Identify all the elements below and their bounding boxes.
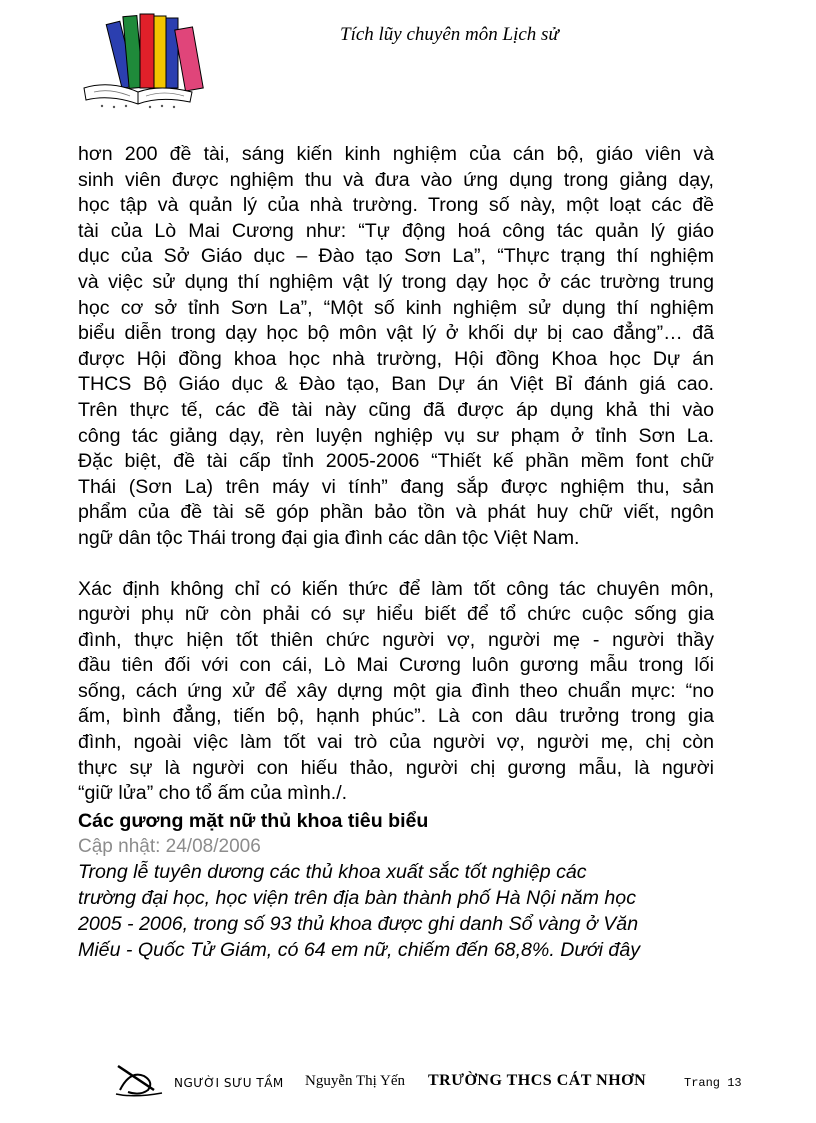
text-line: công tác giảng dạy, rèn luyện nghiệp vụ sư phạm ở tỉnh Sơn La. <box>78 424 714 447</box>
text-line: phẩm của đề tài sẽ góp phần bảo tồn và phát huy chữ viết, ngôn <box>78 501 714 524</box>
text-line: THCS Bộ Giáo dục & Đào tạo, Ban Dự án Việt Bỉ đánh giá cao. <box>78 373 714 396</box>
lead-line: trường đại học, học viện trên địa bàn thành phố Hà Nội năm học <box>78 886 636 909</box>
text-line: và việc sử dụng thí nghiệm vật lý trong dạy học ở các trường trung <box>78 270 714 293</box>
text-line: đầu tiên đối với con cái, Lò Mai Cương luôn gương mẫu trong lối <box>78 654 714 677</box>
lead-line: Trong lễ tuyên dương các thủ khoa xuất sắc tốt nghiệp các <box>78 860 587 883</box>
text-line: ấm, bình đẳng, tiến bộ, hạnh phúc”. Là con dâu trưởng trong gia <box>78 705 714 728</box>
collector-name: Nguyễn Thị Yến <box>305 1073 405 1089</box>
lead-line: 2005 - 2006, trong số 93 thủ khoa được ghi danh Sổ vàng ở Văn <box>78 912 639 935</box>
text-line: tài của Lò Mai Cương như: “Tự động hoá công tác quản lý giáo <box>78 219 714 242</box>
article-date: Cập nhật: 24/08/2006 <box>78 835 261 857</box>
school-name: TRƯỜNG THCS CÁT NHƠN <box>428 1072 647 1089</box>
text-line: biểu diễn trong dạy học bộ môn vật lý ở khối dự bị cao đẳng”… đã <box>78 322 714 345</box>
pen-signature-icon <box>114 1060 166 1100</box>
page-footer <box>110 1060 760 1105</box>
text-line: người phụ nữ còn phải có sự hiểu biết để tổ chức cuộc sống gia <box>78 603 714 626</box>
document-body <box>78 142 714 963</box>
text-line: ngữ dân tộc Thái trong đại gia đình các dân tộc Việt Nam. <box>78 526 580 549</box>
text-line: Thái (Sơn La) trên máy vi tính” đang sắp được nghiệm thu, sản <box>78 475 714 498</box>
text-line: đình, thực hiện tốt thiên chức người vợ, người mẹ - người thầy <box>78 628 714 651</box>
article-title: Các gương mặt nữ thủ khoa tiêu biểu <box>78 809 429 832</box>
books-logo-icon <box>80 10 210 110</box>
text-line: Đặc biệt, đề tài cấp tỉnh 2005-2006 “Thiết kế phần mềm font chữ <box>78 450 714 473</box>
header-title: Tích lũy chuyên môn Lịch sử <box>340 24 559 45</box>
text-line: thực sự là người con hiếu thảo, người chị gương mẫu, là người <box>78 756 714 779</box>
text-line: đình, ngoài việc làm tốt vai trò của người vợ, người mẹ, chị còn <box>78 731 714 754</box>
text-line: Trên thực tế, các đề tài này cũng đã được áp dụng khả thi vào <box>78 398 714 421</box>
lead-line: Miếu - Quốc Tử Giám, có 64 em nữ, chiếm đến 68,8%. Dưới đây <box>78 938 641 961</box>
text-line: hơn 200 đề tài, sáng kiến kinh nghiệm của cán bộ, giáo viên và <box>78 143 714 165</box>
paragraph-2 <box>78 577 714 807</box>
article-lead <box>78 859 714 963</box>
text-line: học tập và quản lý của nhà trường. Trong số này, một loạt các đề <box>78 194 714 217</box>
text-line: được Hội đồng khoa học nhà trường, Hội đồng Khoa học Dự án <box>78 347 714 370</box>
text-line: sinh viên được nghiệm thu và đưa vào ứng dụng trong giảng dạy, <box>78 168 714 191</box>
text-line: sống, cách ứng xử để xây dựng một gia đình theo chuẩn mực: “no <box>78 679 714 702</box>
text-line: dục của Sở Giáo dục – Đào tạo Sơn La”, “Thực trạng thí nghiệm <box>78 245 714 268</box>
collector-label: NGƯỜI SƯU TẦM <box>174 1076 284 1090</box>
text-line: “giữ lửa” cho tổ ấm của mình./. <box>78 782 348 805</box>
text-line: Xác định không chỉ có kiến thức để làm tốt công tác chuyên môn, <box>78 577 714 600</box>
page-number: Trang 13 <box>684 1076 742 1090</box>
paragraph-1 <box>78 142 714 552</box>
text-line: học cơ sở tỉnh Sơn La”, “Một số kinh nghiệm sử dụng thí nghiệm <box>78 296 714 319</box>
